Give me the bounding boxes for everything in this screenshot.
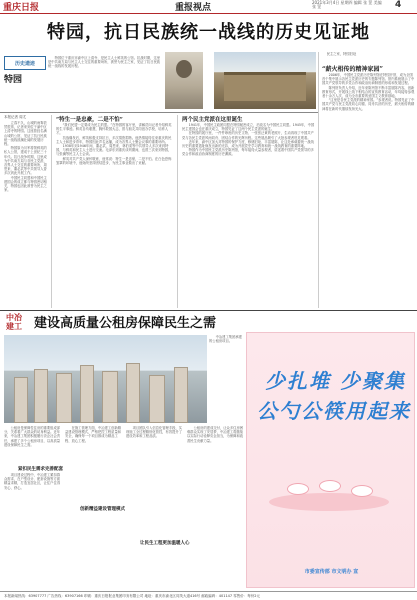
poster-slogan-line1: 少扎堆 少聚集	[265, 369, 406, 393]
divider	[0, 112, 318, 113]
body-col-1: 立春不久，山城的雨雾依然很浓，记者来到位于渝中区上清寺的特园。这座曾经名满山城的公馆，见证了抗日民族统一战线波澜壮阔的发展历程。 特园原为川军将领鲜英的私人公馆，建成于上世纪三十年代。抗日战争时期，这里成为中共南方局与各民主党派、各界人士交往的重要场所，周恩来、董必武等中共领导人曾多次到此开展工作。 中国民主同盟和中国民主建国会的成立都与特园密切相关，特园也因此被誉为民主之家。	[4, 121, 47, 193]
edition-info: 2021年3月4日 星期四 编辑 张 罡 美编 张 罡	[312, 0, 382, 9]
masthead	[0, 0, 417, 13]
right-intro-text: 民主之家，特园旧址	[326, 52, 357, 56]
byline: 本报记者 周尤	[4, 115, 27, 119]
dish-illustration	[287, 483, 309, 495]
tower	[14, 377, 28, 423]
body-col-3: 1941年，中国民主政团同盟在特园秘密成立，后改名为中国民主同盟。1945年，中国民主建国会也在重庆成立，特园见证了这两个民主党派的诞生。 在特园的展厅里，一件件珍贵的历史文物、一张张泛黄的老照片，生动再现了中国共产党与各民主党派风雨同舟、团结合作的光辉历程。这些展品吸引了大批参观者驻足观看。 近年来，渝中区加大对特园的保护力度，修缮旧址、丰富展陈，让这处承载着统一战线历史的重要遗址焕发出新的光彩，成为开展党史学习教育和统一战线教育的重要阵地。 特园作为中国民主党派历史陈列馆，每年接待大量参观者，讲述着中国共产党领导的多党合作和政治协商制度的历史渊源。	[182, 123, 315, 157]
main-headline: 特园，抗日民族统一战线的历史见证地	[47, 22, 370, 43]
page-number: 4	[395, 0, 402, 10]
body-col-2: “我们民盟一定要成为民主的盟。”在特园的客厅里，讲解员向记者介绍鲜英的生平事迹。鲜英自幼聪慧，胸怀救国大志，曾与朋友共同创办学校，培养人才。 抗战爆发后，鲜英积极支持抗日，多次捐资捐物。他热情接待往来重庆的民主人士和进步青年，特园因此声名远播，成为各界人士聚会议事的重要场所。 1938年到1946年间，董必武、周恩来、林伯渠等中共领导人多次来到特园，与鲜英和民主人士进行交流。毛泽东到重庆谈判期间，也曾三次来到特园，与张澜等民主人士会谈。 鲜英对共产党人深怀敬意，他常说：特生一是忠豪，二是不怕。在白色恐怖笼罩的环境中，他始终坚持团结进步，为民主事业做出了贡献。	[56, 123, 172, 165]
footer: 本报新闻热线：63907777 广告热线：63907166 印刷：重庆日报报业集团印务有限公司 地址：重庆市渝北区同茂大道416号 邮政编码：401147 零售价：每份2元	[0, 591, 417, 600]
photo-caption-text: 中冶建工集团承建的公租房项目。	[209, 335, 242, 344]
tower	[174, 367, 188, 423]
sub2-2: 创新精益建设管理模式	[80, 507, 125, 512]
body2-col-2: 在施工管理方面，中冶建工创新精益建设管理模式，严格把控工程质量和安全，确保每一个项目都成为精品工程、放心工程。	[65, 426, 122, 443]
company-logo-line2: 建工	[6, 321, 22, 331]
poster-slogan-line2: 公勺公筷用起来	[257, 399, 411, 423]
tete-garden-photo	[214, 52, 316, 109]
company-logo-line1: 中冶	[6, 312, 22, 322]
column-rule-2	[177, 115, 178, 308]
body2-col-3: 项目团队引入信息化管理手段，实现施工全过程精细化管控，有效提升了建设效率和工程品质。	[126, 426, 183, 439]
sub2-1: 紧扣民生需求完善配套	[18, 467, 63, 472]
column-logo	[4, 72, 42, 85]
intro-text: 特园位于重庆市渝中区上清寺，是民主人士鲜英的公馆。抗战时期，这里是中共南方局与民主人士交往的重要场所，被誉为民主之家，见证了抗日民族统一战线的发展历程。	[48, 56, 161, 69]
poster-credit: 市委宣传部 市文明办 宣	[304, 569, 359, 575]
subhead-left: “特生一是忠豪，二是不怕”	[56, 117, 123, 123]
column-rule-3	[318, 52, 319, 308]
second-headline: 建设高质量公租房保障民生之需	[34, 316, 217, 331]
tower	[56, 373, 72, 423]
tower	[34, 369, 48, 423]
tower	[80, 365, 94, 423]
body2-col-4: 公租房的建成交付，让众多住房困难群众实现了安居梦，中冶建工将继续以实际行动诠释央企担当，为保障和改善民生贡献力量。	[187, 426, 244, 443]
dish-illustration	[351, 485, 373, 497]
public-service-poster	[246, 332, 415, 588]
column-tag: 历史遗迹	[4, 56, 46, 70]
newspaper-logo: 重庆日报	[3, 3, 40, 13]
body2-col-1: 公租房是保障性住房的重要组成部分，关系着广大群众的切身利益。近年来，中冶建工集团积极履行央企社会责任，承建了多个公租房项目，以高质量建设保障民生之需。	[4, 426, 61, 447]
subhead-right: “薪火相传的精神家园”	[322, 66, 383, 73]
column-rule	[51, 115, 52, 308]
tower	[149, 375, 165, 423]
dish-illustration	[319, 480, 341, 492]
sub2-3: 让民生工程更加温暖人心	[140, 541, 190, 546]
masthead-rule	[0, 13, 417, 14]
subhead-mid: 两个民主党派在这里诞生	[182, 117, 243, 123]
body-col-4: 2006年，中国民主党派历史陈列馆在特园开馆，成为全国首个集中展示各民主党派历史的专题陈列馆。馆内系统展示了中国共产党领导的多党合作和政治协商制度的形成和发展过程。 陈列馆负责人介绍，近年来陈列馆不断丰富展陈内容，创新教育形式，开展线上线下相结合的宣传教育活动，年均接待参观者十余万人次，成为全市重要的爱国主义教育基地。 “这里是各民主党派的精神家园。”参观者说。特园见证了中国共产党与民主党派同心同德、同舟共济的历史，薪火相传的精神将在新时代继续发扬光大。	[322, 73, 415, 111]
dining-table-illustration	[269, 493, 389, 511]
tower	[126, 363, 140, 423]
section-divider	[0, 310, 417, 311]
company-logo	[6, 313, 32, 331]
public-housing-photo	[4, 335, 207, 423]
tower	[102, 371, 118, 423]
historical-portrait-photo	[165, 52, 203, 109]
column-logo-text: 特园	[4, 75, 23, 85]
body2-col-1b: 项目建设过程中，中冶建工紧扣群众需求，在户型设计、配套设施等方面精益求精，打造宜居社区，让住户住得安心、舒心。	[4, 473, 61, 490]
section-title: 重报视点	[175, 3, 212, 13]
